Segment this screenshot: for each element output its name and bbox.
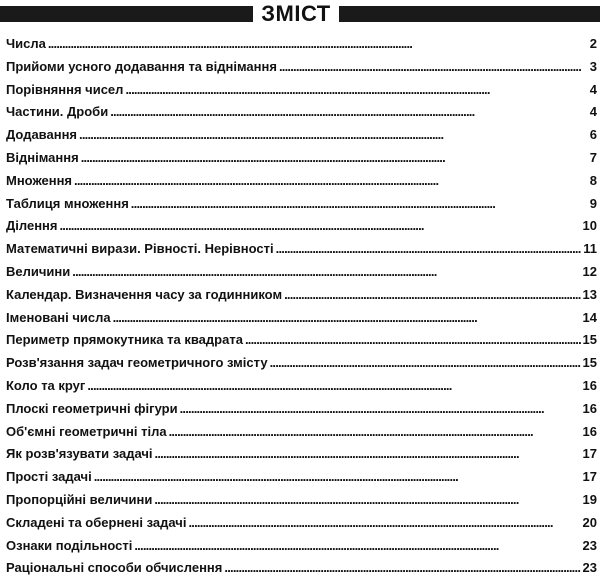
toc-entry-page: 17 [582, 446, 597, 462]
toc-entry[interactable] [6, 375, 597, 398]
toc-entry-page: 8 [589, 172, 597, 188]
table-of-contents [6, 33, 597, 580]
toc-entry-title: Раціональні способи обчислення [6, 560, 223, 576]
dot-leader [154, 491, 580, 509]
toc-entry-title: Додавання [6, 127, 78, 143]
toc-entry-title: Частини. Дроби [6, 104, 109, 120]
toc-entry[interactable] [6, 56, 597, 79]
toc-entry-page: 6 [589, 127, 597, 143]
dot-leader [134, 537, 580, 555]
toc-entry-title: Ознаки подільності [6, 537, 133, 553]
toc-entry[interactable] [6, 512, 597, 535]
dot-leader [113, 309, 581, 327]
toc-entry-page: 4 [589, 81, 597, 97]
toc-entry-title: Числа [6, 36, 46, 51]
toc-entry[interactable] [6, 489, 597, 512]
toc-entry-title: Розв'язання задач геометричного змісту [6, 355, 268, 371]
toc-entry-title: Ділення [6, 218, 58, 234]
dot-leader [188, 514, 580, 532]
toc-entry-title: Таблиця множення [6, 195, 129, 211]
toc-entry-title: Величини [6, 263, 71, 279]
dot-leader [155, 445, 581, 463]
toc-entry-title: Математичні вирази. Рівності. Нерівності [6, 241, 274, 257]
toc-entry-page: 11 [583, 241, 597, 257]
dot-leader [87, 377, 580, 395]
dot-leader [180, 400, 581, 418]
toc-entry-title: Множення [6, 172, 73, 188]
toc-entry[interactable] [6, 101, 597, 124]
dot-leader [110, 103, 581, 121]
dot-leader [72, 263, 580, 281]
toc-entry[interactable] [6, 261, 597, 284]
toc-entry-title: Іменовані числа [6, 309, 111, 325]
toc-entry[interactable] [6, 238, 597, 261]
toc-entry-page: 9 [589, 195, 597, 211]
title-bar [0, 0, 600, 30]
toc-entry-title: Коло та круг [6, 377, 86, 393]
toc-entry-title: Плоскі геометричні фігури [6, 400, 178, 416]
toc-entry-page: 15 [582, 355, 597, 371]
toc-entry-page: 14 [582, 309, 597, 325]
toc-entry-page: 7 [589, 149, 597, 165]
dot-leader [79, 126, 581, 144]
toc-entry-page: 16 [582, 377, 597, 393]
dot-leader [284, 286, 580, 304]
toc-entry[interactable] [6, 557, 597, 580]
dot-leader [74, 172, 581, 190]
dot-leader [131, 195, 581, 213]
dot-leader [48, 35, 581, 53]
title-band-right [339, 6, 600, 22]
toc-entry[interactable] [6, 352, 597, 375]
toc-entry-title: Як розв'язувати задачі [6, 446, 153, 462]
toc-entry[interactable] [6, 398, 597, 421]
toc-entry-title: Складені та обернені задачі [6, 514, 187, 530]
toc-entry-page: 15 [582, 332, 597, 348]
dot-leader [270, 354, 581, 372]
toc-entry-page: 4 [589, 104, 597, 120]
toc-entry-page: 12 [582, 263, 597, 279]
dot-leader [81, 149, 581, 167]
toc-entry-page: 19 [582, 491, 597, 507]
toc-entry[interactable] [6, 124, 597, 147]
dot-leader [279, 58, 581, 76]
toc-entry[interactable] [6, 147, 597, 170]
toc-entry-title: Об'ємні геометричні тіла [6, 423, 167, 439]
toc-entry[interactable] [6, 79, 597, 102]
dot-leader [276, 240, 581, 258]
toc-entry-page: 17 [582, 469, 597, 485]
dot-leader [245, 331, 581, 349]
toc-entry-page: 16 [582, 423, 597, 439]
toc-entry-title: Периметр прямокутника та квадрата [6, 332, 243, 348]
toc-entry-title: Порівняння чисел [6, 81, 124, 97]
dot-leader [224, 559, 580, 577]
toc-entry[interactable] [6, 33, 597, 56]
toc-entry-page: 20 [582, 514, 597, 530]
toc-entry[interactable] [6, 193, 597, 216]
toc-entry-page: 3 [589, 58, 597, 74]
toc-entry-title: Пропорційні величини [6, 491, 153, 507]
toc-entry-title: Віднімання [6, 149, 79, 165]
toc-entry[interactable] [6, 307, 597, 330]
toc-entry-page: 13 [582, 286, 597, 302]
toc-entry-page: 10 [582, 218, 597, 234]
toc-entry[interactable] [6, 535, 597, 558]
toc-entry[interactable] [6, 329, 597, 352]
dot-leader [125, 81, 581, 99]
toc-entry-page: 23 [582, 537, 597, 553]
dot-leader [94, 468, 581, 486]
dot-leader [169, 423, 581, 441]
toc-entry-title: Календар. Визначення часу за годинником [6, 286, 283, 302]
toc-entry-title: Прийоми усного додавання та віднімання [6, 58, 277, 74]
toc-entry-page: 16 [582, 400, 597, 416]
toc-entry[interactable] [6, 284, 597, 307]
toc-entry[interactable] [6, 421, 597, 444]
toc-entry[interactable] [6, 466, 597, 489]
dot-leader [59, 217, 580, 235]
page-title: ЗМІСТ [261, 1, 331, 26]
toc-entry[interactable] [6, 443, 597, 466]
title-band-left [0, 6, 253, 22]
toc-entry-page: 23 [582, 560, 597, 576]
toc-entry[interactable] [6, 215, 597, 238]
toc-entry-page: 2 [589, 36, 597, 51]
toc-entry-title: Прості задачі [6, 469, 92, 485]
toc-entry[interactable] [6, 170, 597, 193]
